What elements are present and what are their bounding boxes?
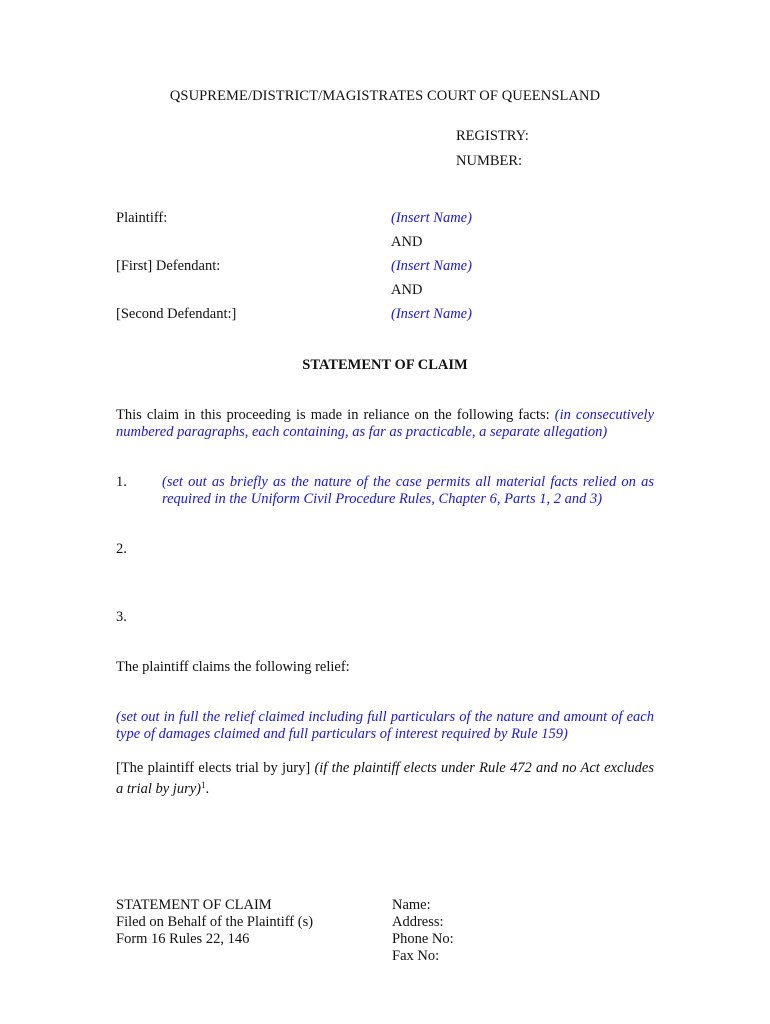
plaintiff-label: Plaintiff: [116, 210, 168, 226]
jury-instruction: (if the plaintiff elects under Rule 472 and no Act excludes a trial by jury) [116, 760, 654, 797]
footer-form-rules: Form 16 Rules 22, 146 [116, 931, 250, 947]
paragraph-instruction: (set out as briefly as the nature of the case permits all material facts relied on as required in the Uniform Civil Procedure Rules, Chapter 6, Parts 1, 2 and 3) [162, 474, 654, 507]
paragraph-number: 1. [116, 474, 127, 490]
relief-heading: The plaintiff claims the following relief: [116, 659, 350, 675]
paragraph-number: 2. [116, 541, 127, 557]
court-heading: QSUPREME/DISTRICT/MAGISTRATES COURT OF QUEENSLAND [169, 88, 601, 104]
second-defendant-name: (Insert Name) [391, 306, 472, 322]
and-separator: AND [391, 282, 423, 298]
and-separator: AND [391, 234, 423, 250]
footer-phone-label: Phone No: [392, 931, 454, 947]
first-defendant-label: [First] Defendant: [116, 258, 221, 274]
intro-paragraph [116, 407, 654, 441]
second-defendant-label: [Second Defendant:] [116, 306, 237, 322]
intro-instruction: (in consecutively numbered paragraphs, each containing, as far as practicable, a separate allegation) [116, 407, 655, 440]
relief-instruction: (set out in full the relief claimed including full particulars of the nature and amount of each type of damages claimed and full particulars of interest required by Rule 159) [116, 709, 654, 742]
paragraph-number: 3. [116, 609, 127, 625]
footnote-ref: 1 [200, 780, 206, 790]
footer-address-label: Address: [392, 914, 444, 930]
jury-text: [The plaintiff elects trial by jury] [116, 760, 311, 776]
document-title: STATEMENT OF CLAIM [302, 357, 468, 373]
number-label: NUMBER: [456, 153, 523, 169]
intro-text: This claim in this proceeding is made in reliance on the following facts: [116, 407, 550, 423]
first-defendant-name: (Insert Name) [391, 258, 472, 274]
jury-election [116, 760, 654, 798]
footer-doc-title: STATEMENT OF CLAIM [116, 897, 272, 913]
registry-label: REGISTRY: [456, 128, 529, 144]
footer-fax-label: Fax No: [392, 948, 440, 964]
footer-filed-on-behalf: Filed on Behalf of the Plaintiff (s) [116, 914, 314, 930]
plaintiff-name: (Insert Name) [391, 210, 472, 226]
jury-end: . [205, 781, 210, 797]
footer-name-label: Name: [392, 897, 431, 913]
